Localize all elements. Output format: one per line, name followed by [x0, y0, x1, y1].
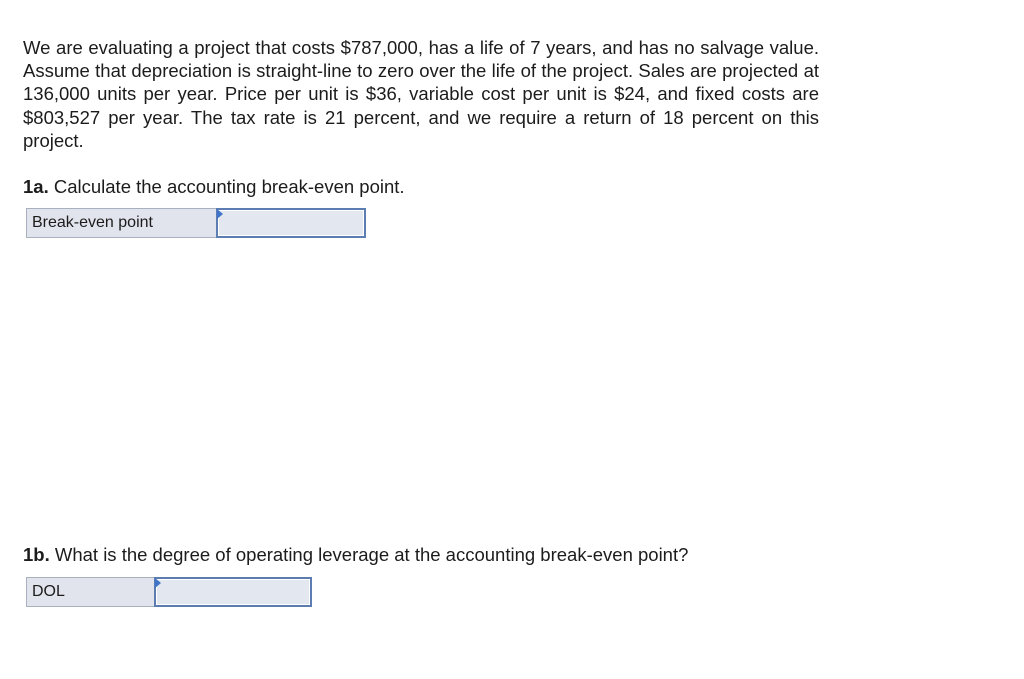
answer-row-break-even: [26, 208, 366, 238]
question-1a: [23, 175, 405, 198]
break-even-point-input-container: [216, 208, 366, 238]
question-1b: [23, 543, 688, 566]
problem-statement: We are evaluating a project that costs $787,000, has a life of 7 years, and has no salvage value. Assume that depreciation is straight-line to zero over the life of the project. Sales are projected at 136,000 units per year. Price per unit is $36, variable cost per unit is $24, and fixed costs are $803,527 per year. The tax rate is 21 percent, and we require a return of 18 percent on this project.: [23, 37, 819, 151]
input-flag-icon: [217, 209, 223, 219]
break-even-point-label: Break-even point: [26, 208, 216, 238]
question-1b-number: 1b.: [23, 544, 50, 565]
dol-input-container: [154, 577, 312, 607]
question-1a-number: 1a.: [23, 176, 49, 197]
answer-row-dol: [26, 577, 312, 607]
dol-input[interactable]: [156, 579, 310, 605]
question-1a-text: Calculate the accounting break-even point.: [48, 176, 405, 197]
question-1b-text: What is the degree of operating leverage at the accounting break-even point?: [49, 544, 689, 565]
dol-label: DOL: [26, 577, 154, 607]
break-even-point-input[interactable]: [218, 210, 364, 236]
input-flag-icon: [155, 578, 161, 588]
